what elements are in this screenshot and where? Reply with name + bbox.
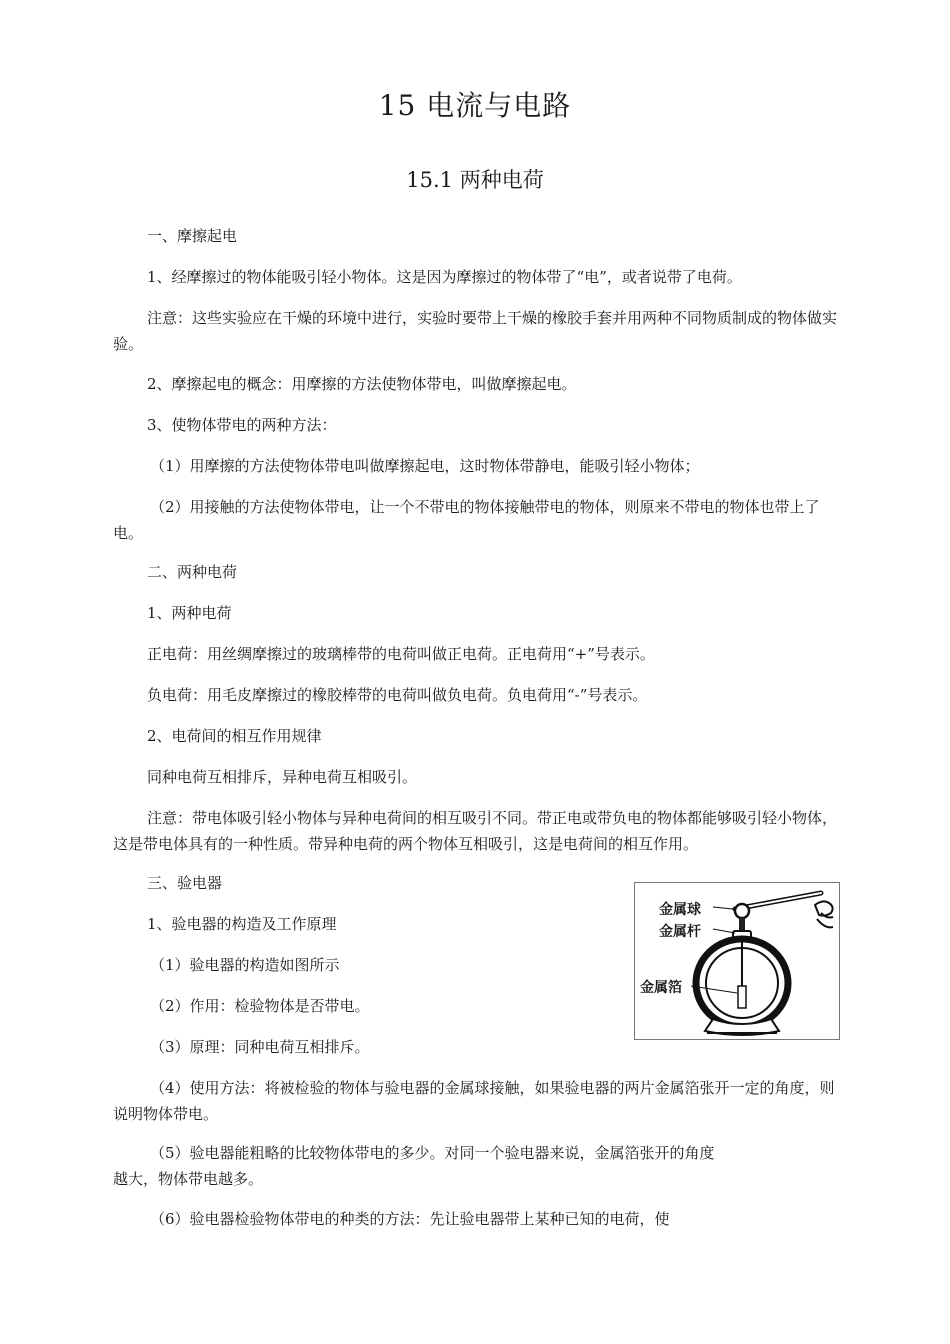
label-metal-rod: 金属杆 bbox=[659, 924, 701, 940]
electroscope-item-6: （6）验电器检验物体带电的种类的方法：先让验电器带上某种已知的电荷，使 bbox=[150, 1210, 670, 1228]
label-metal-ball: 金属球 bbox=[659, 902, 701, 918]
heading-electroscope: 三、验电器 bbox=[147, 874, 223, 892]
electroscope-item-5: （5）验电器能粗略的比较物体带电的多少。对同一个验电器来说，金属箔张开的角度越大，物体带电越多。 bbox=[113, 1144, 715, 1188]
paragraph-5: 2、电荷间的相互作用规律 bbox=[147, 727, 322, 745]
paragraph-3: 3、使物体带电的两种方法： bbox=[147, 416, 337, 434]
paragraph-6: 1、验电器的构造及工作原理 bbox=[147, 915, 337, 933]
label-metal-foil: 金属箔 bbox=[640, 980, 682, 996]
electroscope-item-4: （4）使用方法：将被检验的物体与验电器的金属球接触，如果验电器的两片金属箔张开一定的角度，则说明物体带电。 bbox=[113, 1079, 835, 1123]
method-2: （2）用接触的方法使物体带电，让一个不带电的物体接触带电的物体，则原来不带电的物体也带上了电。 bbox=[113, 498, 820, 542]
electroscope-item-3: （3）原理：同种电荷互相排斥。 bbox=[150, 1038, 370, 1056]
note-1: 注意：这些实验应在干燥的环境中进行，实验时要带上干燥的橡胶手套并用两种不同物质制成的物体做实验。 bbox=[113, 309, 838, 353]
heading-two-charges: 二、两种电荷 bbox=[147, 563, 238, 581]
electroscope-item-1: （1）验电器的构造如图所示 bbox=[150, 956, 340, 974]
method-1: （1）用摩擦的方法使物体带电叫做摩擦起电，这时物体带静电，能吸引轻小物体； bbox=[150, 457, 700, 475]
electroscope-item-2: （2）作用：检验物体是否带电。 bbox=[150, 997, 370, 1015]
section-title: 15.1 两种电荷 bbox=[406, 168, 544, 192]
interaction-rule: 同种电荷互相排斥，异种电荷互相吸引。 bbox=[147, 768, 418, 786]
chapter-title: 15 电流与电路 bbox=[378, 89, 572, 122]
electroscope-figure bbox=[634, 882, 840, 1040]
paragraph-1: 1、经摩擦过的物体能吸引轻小物体。这是因为摩擦过的物体带了“电”，或者说带了电荷。 bbox=[147, 268, 742, 286]
paragraph-4: 1、两种电荷 bbox=[147, 604, 232, 622]
paragraph-2: 2、摩擦起电的概念：用摩擦的方法使物体带电，叫做摩擦起电。 bbox=[147, 375, 577, 393]
positive-charge-def: 正电荷：用丝绸摩擦过的玻璃棒带的电荷叫做正电荷。正电荷用“+”号表示。 bbox=[147, 645, 655, 663]
heading-friction: 一、摩擦起电 bbox=[147, 227, 238, 245]
note-2: 注意：带电体吸引轻小物体与异种电荷间的相互吸引不同。带正电或带负电的物体都能够吸引轻小物体，这是带电体具有的一种性质。带异种电荷的两个物体互相吸引，这是电荷间的相互作用。 bbox=[113, 809, 838, 853]
negative-charge-def: 负电荷：用毛皮摩擦过的橡胶棒带的电荷叫做负电荷。负电荷用“-”号表示。 bbox=[147, 686, 648, 704]
